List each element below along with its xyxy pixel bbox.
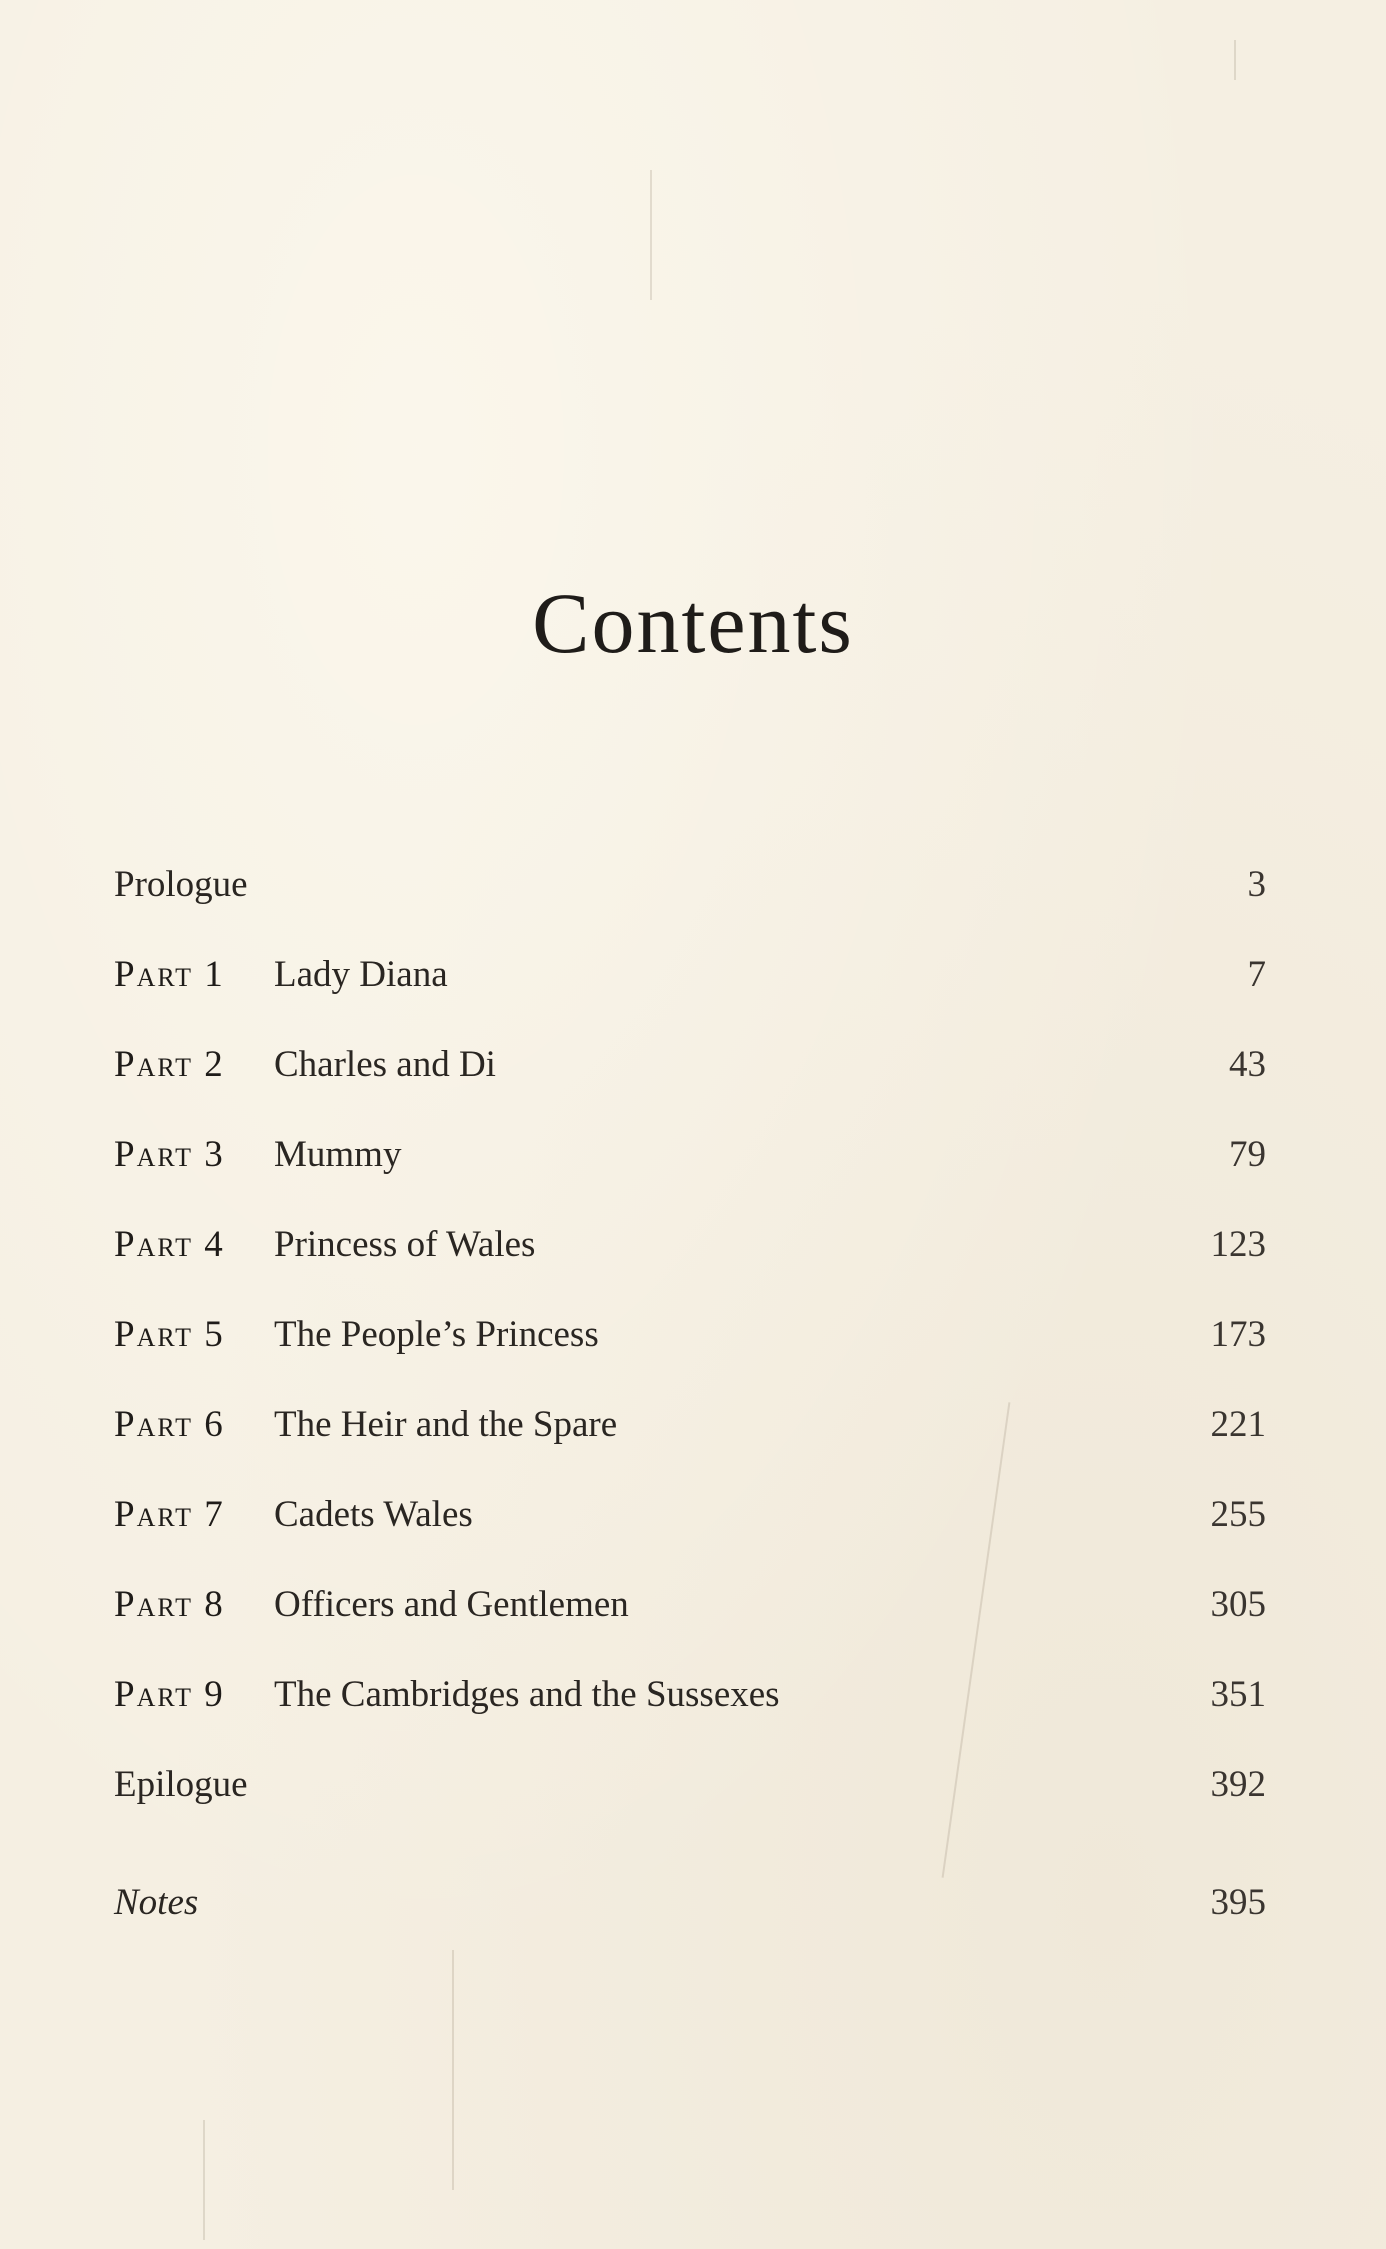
- toc-entry-page: 79: [1229, 1134, 1266, 1175]
- toc-entry-page: 221: [1210, 1404, 1266, 1445]
- paper-scratch: [452, 1950, 454, 2190]
- toc-entry-title: Prologue: [114, 864, 248, 905]
- toc-entry-part-4: [114, 1215, 1266, 1275]
- toc-part-label: Part 1: [114, 954, 225, 995]
- toc-entry-title: The People’s Princess: [274, 1314, 599, 1355]
- toc-entry-title: Mummy: [274, 1134, 402, 1175]
- toc-entry-notes: [114, 1873, 1266, 1933]
- toc-part-label: Part 5: [114, 1314, 225, 1355]
- toc-part-label: Part 6: [114, 1404, 225, 1445]
- toc-entry-page: 7: [1247, 954, 1266, 995]
- toc-entry-title: Lady Diana: [274, 954, 448, 995]
- toc-entry-title: Princess of Wales: [274, 1224, 536, 1265]
- toc-entry-page: 173: [1210, 1314, 1266, 1355]
- toc-part-label: Part 3: [114, 1134, 225, 1175]
- toc-entry-part-7: [114, 1485, 1266, 1545]
- toc-entry-title: Notes: [114, 1882, 199, 1923]
- toc-entry-page: 351: [1210, 1674, 1266, 1715]
- toc-entry-title: Epilogue: [114, 1764, 248, 1805]
- toc-entry-page: 255: [1210, 1494, 1266, 1535]
- toc-entry-page: 123: [1210, 1224, 1266, 1265]
- paper-scratch: [203, 2120, 205, 2240]
- toc-entry-page: 3: [1247, 864, 1266, 905]
- toc-entry-title: Officers and Gentlemen: [274, 1584, 629, 1625]
- toc-entry-title: Cadets Wales: [274, 1494, 473, 1535]
- toc-entry-part-3: [114, 1125, 1266, 1185]
- toc-entry-part-9: [114, 1665, 1266, 1725]
- toc-part-label: Part 2: [114, 1044, 225, 1085]
- toc-entry-part-5: [114, 1305, 1266, 1365]
- toc-entry-title: The Heir and the Spare: [274, 1404, 618, 1445]
- paper-scratch: [650, 170, 652, 300]
- toc-entry-part-6: [114, 1395, 1266, 1455]
- toc-entry-page: 392: [1210, 1764, 1266, 1805]
- toc-part-label: Part 7: [114, 1494, 225, 1535]
- toc-entry-page: 43: [1229, 1044, 1266, 1085]
- toc-part-label: Part 4: [114, 1224, 225, 1265]
- toc-entry-title: The Cambridges and the Sussexes: [274, 1674, 780, 1715]
- toc-entry-page: 395: [1210, 1882, 1266, 1923]
- page-title: Contents: [532, 574, 854, 671]
- toc-part-label: Part 8: [114, 1584, 225, 1625]
- toc-entry-epilogue: [114, 1755, 1266, 1815]
- toc-entry-part-2: [114, 1035, 1266, 1095]
- toc-entry-page: 305: [1210, 1584, 1266, 1625]
- toc-entry-prologue: [114, 855, 1266, 915]
- toc-part-label: Part 9: [114, 1674, 225, 1715]
- toc-entry-title: Charles and Di: [274, 1044, 496, 1085]
- toc-entry-part-1: [114, 945, 1266, 1005]
- paper-scratch: [1234, 40, 1236, 80]
- toc-entry-part-8: [114, 1575, 1266, 1635]
